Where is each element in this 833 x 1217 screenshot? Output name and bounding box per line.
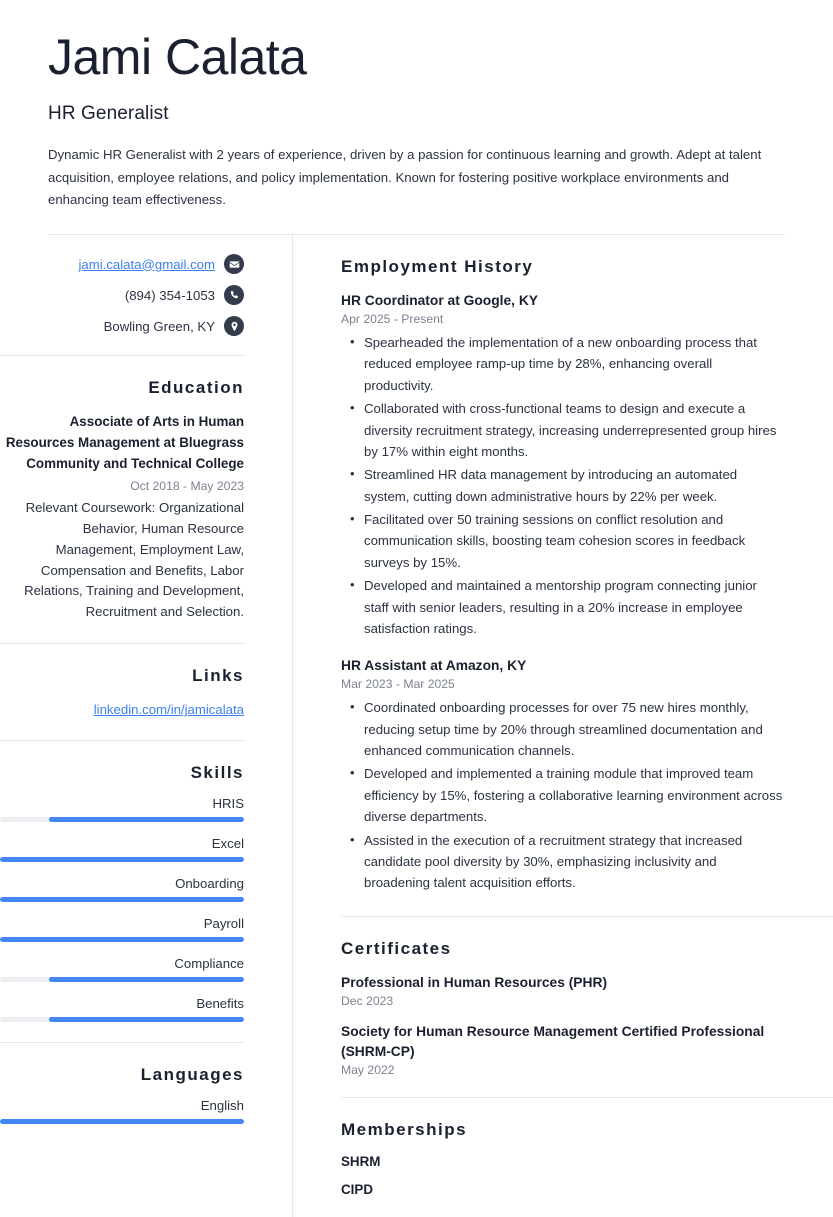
email-link[interactable]: jami.calata@gmail.com bbox=[78, 256, 215, 272]
contact-row-location bbox=[0, 316, 244, 336]
job-title: HR Generalist bbox=[48, 103, 169, 124]
certificate-date: Dec 2023 bbox=[341, 993, 394, 1008]
links-heading: Links bbox=[192, 666, 244, 686]
skill-label: Compliance bbox=[174, 956, 244, 972]
memberships-block bbox=[341, 1098, 833, 1217]
skill-level-bar bbox=[0, 977, 244, 982]
language-label: English bbox=[200, 1098, 244, 1114]
list-item[interactable] bbox=[0, 699, 244, 720]
linkedin-link[interactable]: linkedin.com/in/jamicalata bbox=[93, 702, 244, 718]
certificate-title: Society for Human Resource Management Certified Professional (SHRM-CP) bbox=[341, 1023, 765, 1059]
languages-heading: Languages bbox=[140, 1065, 244, 1085]
phone-number: (894) 354-1053 bbox=[124, 287, 215, 303]
list-item bbox=[0, 796, 244, 822]
list-item: • Streamlined HR data management by introducing an automated system, cutting down administrative hours by 22% per week. bbox=[364, 464, 785, 507]
list-item bbox=[341, 656, 785, 893]
education-block bbox=[0, 356, 244, 644]
skill-level-fill bbox=[49, 817, 244, 822]
list-item: • Facilitated over 50 training sessions on conflict resolution and communication skills, boosting team cohesion scores in feedback surveys by 15%. bbox=[364, 509, 785, 573]
skill-level-fill bbox=[0, 857, 244, 862]
phone-icon bbox=[224, 285, 244, 305]
job-entry-title: HR Assistant at Amazon, KY bbox=[341, 658, 527, 674]
skill-label: Benefits bbox=[196, 996, 244, 1012]
certificates-block bbox=[341, 917, 833, 1098]
skill-level-bar bbox=[0, 897, 244, 902]
list-item bbox=[0, 956, 244, 982]
memberships-heading: Memberships bbox=[341, 1119, 468, 1139]
language-level-bar bbox=[0, 1119, 244, 1124]
list-item: • Developed and implemented a training module that improved team efficiency by 15%, fostering a collaborative learning environment across diverse departments. bbox=[364, 763, 785, 827]
list-item: • Collaborated with cross-functional teams to design and execute a diversity recruitment strategy, increasing underrepresented group hires by 17% within eight months. bbox=[364, 398, 785, 462]
skills-block bbox=[0, 741, 244, 1043]
certificate-date: May 2022 bbox=[341, 1062, 395, 1077]
page-title: Jami Calata bbox=[48, 29, 307, 85]
list-item bbox=[341, 973, 785, 1008]
education-date: Oct 2018 - May 2023 bbox=[130, 478, 244, 493]
content-columns bbox=[0, 235, 833, 1217]
contact-block bbox=[0, 235, 244, 356]
professional-summary: Dynamic HR Generalist with 2 years of experience, driven by a passion for continuous learning and growth. Adept at talent acquisition, employee relations, and policy implementation. Known for fostering positive workplace environments and enhancing team effectiveness. bbox=[48, 147, 762, 208]
location-pin-icon bbox=[224, 316, 244, 336]
skill-level-fill bbox=[0, 937, 244, 942]
employment-history-heading: Employment History bbox=[341, 257, 534, 277]
job-entry-date: Mar 2023 - Mar 2025 bbox=[341, 677, 455, 692]
job-entry-date: Apr 2025 - Present bbox=[341, 312, 444, 327]
sidebar bbox=[0, 235, 293, 1217]
skill-label: Payroll bbox=[203, 916, 244, 932]
list-item: • Developed and maintained a mentorship program connecting junior staff with senior leaders, resulting in a 20% increase in employee satisfaction ratings. bbox=[364, 575, 785, 639]
skill-level-bar bbox=[0, 1017, 244, 1022]
list-item: • Assisted in the execution of a recruitment strategy that increased candidate pool diversity by 30%, emphasizing inclusivity and broadening talent acquisition efforts. bbox=[364, 830, 785, 894]
languages-block bbox=[0, 1043, 244, 1144]
skill-level-bar bbox=[0, 817, 244, 822]
skills-list bbox=[0, 796, 244, 1022]
job-entry-title: HR Coordinator at Google, KY bbox=[341, 293, 538, 309]
envelope-icon bbox=[224, 254, 244, 274]
skills-heading: Skills bbox=[190, 763, 244, 783]
links-block bbox=[0, 644, 244, 741]
job-bullets bbox=[341, 697, 785, 893]
list-item: SHRM bbox=[341, 1153, 381, 1169]
contact-row-email[interactable] bbox=[0, 254, 244, 274]
list-item bbox=[341, 291, 785, 639]
list-item: • Coordinated onboarding processes for over 75 new hires monthly, reducing setup time by 20% through streamlined documentation and enhanced communication channels. bbox=[364, 697, 785, 761]
contact-row-phone bbox=[0, 285, 244, 305]
certificates-heading: Certificates bbox=[341, 938, 452, 958]
skill-level-bar bbox=[0, 937, 244, 942]
list-item bbox=[0, 876, 244, 902]
language-level-fill bbox=[0, 1119, 244, 1124]
list-item bbox=[0, 836, 244, 862]
resume-header bbox=[0, 0, 833, 235]
education-degree: Associate of Arts in Human Resources Management at Bluegrass Community and Technical College bbox=[5, 414, 244, 472]
list-item bbox=[0, 996, 244, 1022]
education-heading: Education bbox=[148, 378, 244, 398]
employment-history-block bbox=[341, 235, 833, 917]
list-item: • Spearheaded the implementation of a new onboarding process that reduced employee ramp-up time by 28%, enhancing overall productivity. bbox=[364, 332, 785, 396]
skill-level-fill bbox=[49, 1017, 244, 1022]
skill-label: HRIS bbox=[212, 796, 244, 812]
certificate-title: Professional in Human Resources (PHR) bbox=[341, 974, 608, 990]
skill-label: Onboarding bbox=[175, 876, 244, 892]
list-item bbox=[341, 1022, 785, 1077]
job-bullets bbox=[341, 332, 785, 639]
skill-level-fill bbox=[0, 897, 244, 902]
skill-level-bar bbox=[0, 857, 244, 862]
main-column bbox=[293, 235, 833, 1217]
list-item: CIPD bbox=[341, 1181, 373, 1197]
list-item bbox=[0, 916, 244, 942]
location-text: Bowling Green, KY bbox=[103, 318, 215, 334]
education-description: Relevant Coursework: Organizational Behavior, Human Resource Management, Employment Law, Compensation and Benefits, Labor Relations, Training and Development, Recruitment and Selection. bbox=[24, 499, 244, 620]
list-item bbox=[0, 1098, 244, 1124]
skill-level-fill bbox=[49, 977, 244, 982]
skill-label: Excel bbox=[211, 836, 244, 852]
